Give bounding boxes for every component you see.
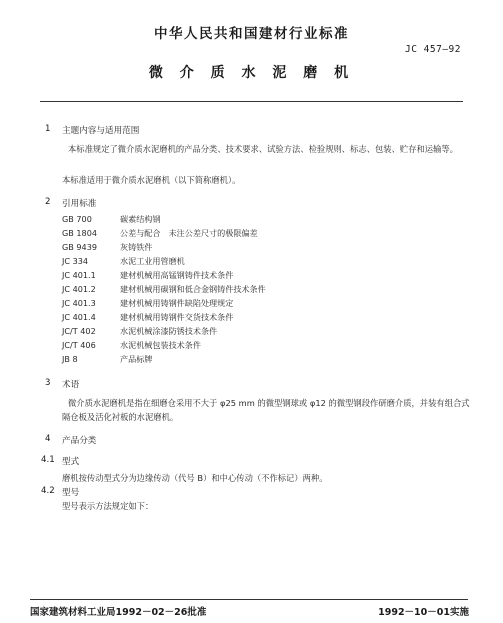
section-number: 2	[45, 197, 51, 207]
footer-divider	[30, 599, 468, 600]
industry-standard-header: 中华人民共和国建材行业标准	[154, 26, 349, 42]
section-title: 主题内容与适用范围	[62, 126, 140, 136]
reference-item: JB 8 产品标牌	[62, 354, 153, 364]
section-4-1-paragraph: 磨机按传动型式分为边缘传动（代号 B）和中心传动（不作标记）两种。	[62, 473, 328, 483]
standard-code: JC 457—92	[405, 44, 461, 55]
reference-item: JC 401.3 建材机械用铸钢件缺陷处理规定	[62, 298, 234, 308]
document-title: 微 介 质 水 泥 磨 机	[148, 65, 355, 81]
section-1-paragraph-1: 本标准规定了微介质水泥磨机的产品分类、技术要求、试验方法、检验规则、标志、包装、贮存和运输等。	[68, 144, 458, 154]
reference-item: GB 9439 灰铸铁件	[62, 242, 153, 252]
reference-item: JC 401.4 建材机械用铸钢件交货技术条件	[62, 312, 234, 322]
section-number: 1	[45, 124, 51, 134]
section-title: 术语	[62, 380, 80, 390]
section-number: 4.2	[41, 486, 55, 496]
section-number: 3	[45, 378, 51, 388]
reference-item: JC 401.2 建材机械用碳钢和低合金钢铸件技术条件	[62, 284, 266, 294]
section-title: 型式	[62, 457, 80, 467]
section-3-paragraph: 微介质水泥磨机是指在细磨仓采用不大于 φ25 mm 的微型钢球或 φ12 的微型钢段作研磨介质，并装有组合式隔仓板及活化衬板的水泥磨机。	[62, 398, 470, 422]
reference-item: JC 334 水泥工业用管磨机	[62, 256, 185, 266]
section-title: 引用标准	[62, 199, 97, 209]
reference-item: GB 700 碳素结构钢	[62, 214, 161, 224]
section-4-2-paragraph: 型号表示方法规定如下：	[62, 501, 154, 511]
section-1-paragraph-2: 本标准适用于微介质水泥磨机（以下简称磨机）。	[62, 175, 241, 185]
section-number: 4	[45, 434, 51, 444]
approval-info: 国家建筑材料工业局1992－02－26批准	[30, 607, 207, 618]
effective-date: 1992－10－01实施	[378, 607, 469, 618]
section-number: 4.1	[41, 455, 55, 465]
section-title: 型号	[62, 488, 80, 498]
reference-item: GB 1804 公差与配合 未注公差尺寸的极限偏差	[62, 228, 258, 238]
reference-item: JC 401.1 建材机械用高锰钢铸件技术条件	[62, 270, 234, 280]
reference-item: JC/T 402 水泥机械涂漆防锈技术条件	[62, 326, 218, 336]
header-divider	[40, 101, 463, 102]
reference-item: JC/T 406 水泥机械包装技术条件	[62, 340, 201, 350]
section-title: 产品分类	[62, 436, 97, 446]
